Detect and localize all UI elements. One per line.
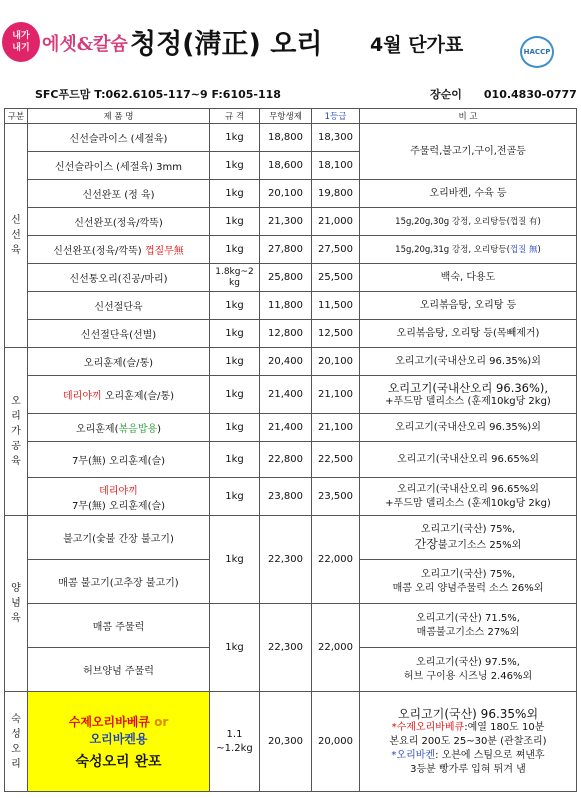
product-note: 오리고기(국내산오리 96.35%)외 [360,348,577,376]
category-fresh: 신 선 육 [5,124,28,348]
product-spec: 1kg [210,320,260,348]
page-header [0,0,581,80]
price-grade: 20,100 [312,348,360,376]
category-seasoned: 양 념 육 [5,516,28,692]
table-row [5,376,577,414]
table-row [5,320,577,348]
contact-phone: 010.4830-0777 [483,88,577,101]
price-raw: 20,300 [260,692,312,792]
product-spec: 1kg [210,208,260,236]
product-note: 주물럭,불고기,구이,전골등 [360,124,577,180]
product-name: 허브양념 주물럭 [28,648,210,692]
product-spec: 1kg [210,348,260,376]
person-contact [430,86,577,102]
product-name: 오리훈제(볶음밥용) [28,414,210,442]
price-grade: 20,000 [312,692,360,792]
product-name-highlight: 수제오리바베큐 or 오리바켄용 숙성오리 완포 [28,692,210,792]
price-raw: 23,800 [260,478,312,516]
product-note: 오리고기(국내산오리 96.36%), +푸드맘 델리소스 (훈제10kg당 2kg) [360,376,577,414]
price-grade: 21,100 [312,376,360,414]
brand-logo [2,22,128,66]
product-spec: 1kg [210,516,260,604]
logo-badge-icon: 내가 내기 [2,22,40,62]
price-grade: 22,000 [312,516,360,604]
product-note: 오리고기(국내산오리 96.35%)외 [360,414,577,442]
table-row [5,180,577,208]
product-spec: 1kg [210,414,260,442]
price-grade: 18,100 [312,152,360,180]
table-row [5,348,577,376]
table-row [5,124,577,152]
price-grade: 21,100 [312,414,360,442]
product-spec: 1kg [210,180,260,208]
table-header-row [5,109,577,124]
price-grade: 22,000 [312,604,360,692]
col-spec: 규 격 [210,109,260,124]
table-row [5,442,577,478]
col-category: 구분 [5,109,28,124]
category-processed: 오 리 가 공 육 [5,348,28,516]
product-name: 신선완포 (정 육) [28,180,210,208]
contact-person: 장순이 [430,88,462,101]
table-row [5,604,577,648]
table-row [5,414,577,442]
table-row [5,236,577,264]
table-row [5,264,577,292]
price-grade: 11,500 [312,292,360,320]
product-name: 신선완포(정육/깍뚝) [28,208,210,236]
price-raw: 22,800 [260,442,312,478]
product-spec: 1kg [210,236,260,264]
price-raw: 21,400 [260,376,312,414]
category-aged: 숙 성 오 리 [5,692,28,792]
price-grade: 25,500 [312,264,360,292]
price-table [4,108,577,792]
product-name: 데리야끼 7무(無) 오리훈제(슬) [28,478,210,516]
page-title: 청정(淸正) 오리 [130,29,323,60]
price-raw: 25,800 [260,264,312,292]
price-raw: 22,300 [260,604,312,692]
product-name: 신선절단육 [28,292,210,320]
price-raw: 11,800 [260,292,312,320]
product-note: 15g,20g,31g 강정, 오리탕등(껍질 無) [360,236,577,264]
price-raw: 18,800 [260,124,312,152]
table-row [5,208,577,236]
product-name: 불고기(숯불 간장 불고기) [28,516,210,560]
product-note: 오리고기(국산) 96.35%외 *수제오리바베큐:예열 180도 10분 본요리 200도 25~30분 (관찰조리) *오리바켄: 오븐에 스팀으로 쪄낸후 3등분 빵가루 입혀 튀겨 냄 [360,692,577,792]
price-raw: 21,300 [260,208,312,236]
product-note: 오리고기(국산) 75%, 매콤 오리 양념주물럭 소스 26%외 [360,560,577,604]
price-raw: 22,300 [260,516,312,604]
product-spec: 1kg [210,604,260,692]
price-raw: 20,100 [260,180,312,208]
price-raw: 18,600 [260,152,312,180]
product-note: 오리볶음탕, 오리탕 등 [360,292,577,320]
product-name: 데리야끼 오리훈제(슬/통) [28,376,210,414]
product-spec: 1kg [210,478,260,516]
table-row [5,516,577,560]
product-note: 오리바켄, 수육 등 [360,180,577,208]
logo-text: 에셋&칼슘 [42,34,128,55]
product-note: 오리고기(국산) 97.5%, 허브 구이용 시즈닝 2.46%외 [360,648,577,692]
table-row [5,692,577,792]
product-spec: 1kg [210,124,260,152]
page-subtitle: 4월 단가표 [370,34,464,56]
col-product: 제 품 명 [28,109,210,124]
price-grade: 22,500 [312,442,360,478]
product-name: 신선통오리(진공/마리) [28,264,210,292]
price-grade: 19,800 [312,180,360,208]
price-raw: 12,800 [260,320,312,348]
table-row [5,478,577,516]
col-price-grade: 1등급 [312,109,360,124]
product-name: 7무(無) 오리훈제(슬) [28,442,210,478]
product-name: 신선슬라이스 (세절육) 3mm [28,152,210,180]
product-name: 매콤 불고기(고추장 불고기) [28,560,210,604]
haccp-badge-icon: HACCP [520,36,554,68]
product-note: 오리고기(국내산오리 96.65%외 [360,442,577,478]
price-raw: 20,400 [260,348,312,376]
product-note: 오리고기(국내산오리 96.65%외 +푸드맘 델리소스 (훈제10kg당 2kg) [360,478,577,516]
price-raw: 21,400 [260,414,312,442]
product-spec: 1kg [210,152,260,180]
product-note: 15g,20g,30g 강정, 오리탕등(껍질 有) [360,208,577,236]
product-spec: 1kg [210,376,260,414]
product-note: 오리볶음탕, 오리탕 등(목빼제거) [360,320,577,348]
product-name: 신선완포(정육/깍뚝) 껍질무無 [28,236,210,264]
col-price-raw: 무항생제 [260,109,312,124]
price-grade: 23,500 [312,478,360,516]
product-spec: 1.8kg~2 kg [210,264,260,292]
company-contact: SFC푸드맘 T:062.6105-117~9 F:6105-118 [35,88,281,101]
table-row [5,292,577,320]
product-spec: 1.1 ~1.2kg [210,692,260,792]
col-note: 비 고 [360,109,577,124]
product-note: 백숙, 다용도 [360,264,577,292]
product-name: 매콤 주물럭 [28,604,210,648]
product-note: 오리고기(국산) 71.5%, 매콤불고기소스 27%외 [360,604,577,648]
price-grade: 21,000 [312,208,360,236]
price-raw: 27,800 [260,236,312,264]
price-grade: 18,300 [312,124,360,152]
product-spec: 1kg [210,292,260,320]
product-name: 오리훈제(슬/통) [28,348,210,376]
product-name: 신선슬라이스 (세절육) [28,124,210,152]
price-grade: 27,500 [312,236,360,264]
product-spec: 1kg [210,442,260,478]
product-note: 오리고기(국산) 75%, 간장불고기소스 25%외 [360,516,577,560]
price-grade: 12,500 [312,320,360,348]
product-name: 신선절단육(선별) [28,320,210,348]
